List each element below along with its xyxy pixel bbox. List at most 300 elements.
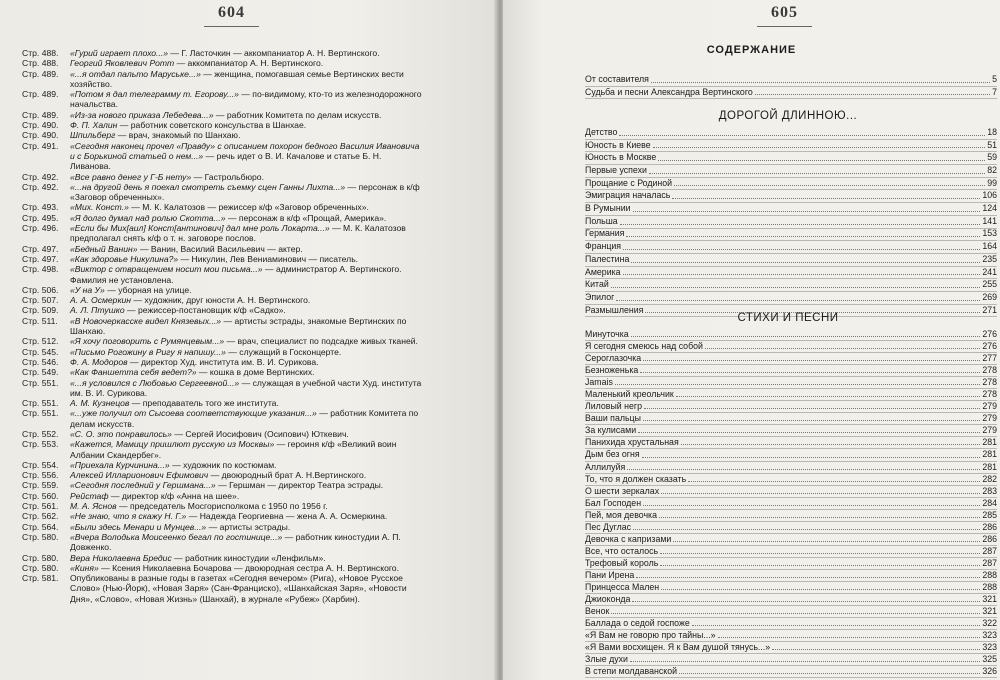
- contents-entry: [585, 279, 997, 292]
- contents-entry-title: Юность в Киеве: [585, 139, 651, 150]
- note-text: [70, 553, 422, 563]
- note-item: [22, 120, 422, 130]
- dot-leader: [638, 432, 980, 433]
- dot-leader: [660, 553, 980, 554]
- contents-entry-title: «Я Вами восхищен. Я к Вам душой тянусь...»: [585, 642, 771, 653]
- note-ref: Стр. 489.: [22, 109, 59, 120]
- contents-entry-title: Трефовый король: [585, 557, 659, 568]
- dot-leader: [633, 211, 981, 212]
- note-quote: «Сегодня последний у Гершмана...»: [70, 480, 216, 491]
- note-ref: Стр. 497.: [22, 253, 59, 264]
- contents-entry: [585, 140, 997, 153]
- note-ref: Стр. 506.: [22, 284, 59, 295]
- note-quote: «Потом я дал телеграмму т. Егорову...»: [70, 89, 239, 100]
- note-item: [22, 336, 422, 346]
- note-item: [22, 367, 422, 377]
- contents-entry-page: 281: [982, 461, 997, 472]
- dot-leader: [674, 185, 985, 186]
- contents-entry-title: Бал Господен: [585, 497, 642, 508]
- contents-entry-title: Эпилог: [585, 291, 615, 302]
- note-ref: Стр. 580.: [22, 552, 59, 563]
- contents-entry-title: Минуточка: [585, 329, 629, 339]
- dot-leader: [631, 262, 980, 263]
- contents-intro-list: [585, 74, 997, 99]
- note-quote: Георгий Яковлевич Ротт: [70, 58, 175, 69]
- note-ref: Стр. 490.: [22, 120, 59, 131]
- note-comment: — М. К. Калатозов — режиссер к/ф «Заговор обреченных».: [128, 202, 369, 213]
- dot-leader: [681, 444, 981, 445]
- note-comment: — двоюродный брат А. Н.Вертинского.: [208, 470, 367, 481]
- note-comment: — служащая в учебной части Худ. института им. В. И. Сурикова.: [70, 377, 422, 398]
- contents-entry-title: Девочка с капризами: [585, 533, 672, 544]
- note-comment: — по-видимому, кто-то из железнодорожного начальства.: [70, 89, 422, 110]
- contents-entry-title: Китай: [585, 279, 609, 290]
- contents-entry-title: Панихида хрустальная: [585, 437, 679, 448]
- note-text: [70, 336, 422, 346]
- note-comment: — художник по костюмам.: [169, 459, 277, 470]
- contents-entry: [585, 254, 997, 267]
- note-ref: Стр. 580.: [22, 562, 59, 573]
- note-ref: Стр. 488.: [22, 48, 59, 58]
- contents-entry-title: Венок: [585, 606, 610, 617]
- dot-leader: [705, 348, 980, 349]
- contents-entry: [585, 642, 997, 654]
- dot-leader: [692, 625, 981, 626]
- contents-entry: [585, 377, 997, 389]
- note-comment: — режиссер-постановщик к/ф «Садко».: [124, 305, 286, 316]
- contents-entry-page: 325: [982, 654, 997, 665]
- note-quote: «...я условился с Любовью Сергеевной...»: [70, 377, 240, 388]
- note-item: [22, 110, 422, 120]
- note-text: [70, 89, 422, 110]
- note-ref: Стр. 511.: [22, 315, 58, 326]
- note-comment: — работник советского консульства в Шанхае.: [117, 120, 307, 131]
- contents-entry-page: 278: [982, 365, 997, 376]
- note-ref: Стр. 556.: [22, 470, 59, 481]
- note-comment: — администратор А. Вертинского. Фамилия не установлена.: [70, 264, 402, 285]
- note-text: [70, 491, 422, 501]
- left-page: [0, 0, 497, 680]
- note-comment: — врач, знакомый по Шанхаю.: [115, 130, 241, 141]
- note-comment: — персонаж в к/ф «Заговор обреченных».: [70, 181, 420, 203]
- note-quote: «Вчера Володька Моисеенко бегал по гостинице...»: [70, 531, 283, 542]
- note-comment: — Надежда Георгиевна — жена А. А. Осмеркина.: [186, 511, 388, 522]
- note-quote: «Не знаю, что я скажу Н. Г.»: [70, 511, 187, 522]
- note-quote: «Приехала Курчинина...»: [70, 459, 170, 470]
- contents-entry-page: 326: [982, 666, 997, 677]
- contents-entry-page: 321: [982, 606, 997, 617]
- right-page: [503, 0, 1000, 680]
- contents-entry-page: 51: [987, 139, 997, 150]
- contents-entry-page: 288: [982, 581, 997, 592]
- contents-entry-title: Маленький креольчик: [585, 389, 674, 400]
- contents-entry-page: 255: [982, 279, 997, 290]
- contents-entry: [585, 510, 997, 522]
- note-comment: — Г. Ласточкин — аккомпаниатор А. Н. Вертинского.: [168, 48, 380, 58]
- note-ref: Стр. 545.: [22, 346, 59, 357]
- note-comment: — председатель Мосгорисполкома с 1950 по 1956 г.: [116, 501, 328, 512]
- note-item: [22, 305, 422, 315]
- note-text: [70, 295, 422, 305]
- note-comment: — М. К. Калатозов предполагал снять к/ф о т. н. заговоре послов.: [70, 223, 406, 244]
- note-item: [22, 48, 422, 58]
- note-comment: — Ванин, Василий Васильевич — актер.: [137, 243, 303, 254]
- note-text: [70, 141, 422, 172]
- contents-entry-page: 82: [987, 165, 997, 176]
- note-quote: М. А. Яснов: [70, 501, 117, 512]
- dot-leader: [651, 82, 990, 83]
- contents-entry-title: В степи молдаванской: [585, 666, 678, 677]
- contents-entry-page: 279: [982, 425, 997, 436]
- note-ref: Стр. 554.: [22, 459, 59, 470]
- notes-list: [22, 48, 422, 604]
- contents-entry: [585, 341, 997, 353]
- dot-leader: [643, 360, 980, 361]
- contents-entry-title: О шести зеркалах: [585, 485, 660, 496]
- contents-entry-page: 279: [982, 401, 997, 412]
- note-text: [70, 367, 422, 377]
- note-ref: Стр. 495.: [22, 212, 59, 223]
- dot-leader: [631, 336, 981, 337]
- dot-leader: [672, 198, 980, 199]
- contents-entry: [585, 570, 997, 582]
- dot-leader: [661, 589, 980, 590]
- note-quote: «В Новочеркасске видел Князевых...»: [70, 315, 222, 326]
- note-quote: «Я хочу поговорить с Румянцевым...»: [70, 336, 225, 347]
- dot-leader: [630, 661, 980, 662]
- contents-entry-title: Пани Ирена: [585, 569, 635, 580]
- note-quote: «Письмо Рогожину в Ригу я напишу...»: [70, 346, 226, 357]
- contents-entry-title: Все, что осталось: [585, 545, 659, 556]
- note-item: [22, 69, 422, 90]
- note-comment: — врач, специалист по подсадке живых тканей.: [224, 336, 418, 347]
- note-quote: «Я долго думал над ролью Скотта...»: [70, 212, 226, 223]
- contents-entry: [585, 606, 997, 618]
- contents-title: СОДЕРЖАНИЕ: [706, 44, 797, 56]
- note-text: [70, 470, 422, 480]
- note-ref: Стр. 492.: [22, 181, 59, 192]
- note-item: [22, 480, 422, 490]
- contents-entry: [585, 618, 997, 630]
- note-item: [22, 213, 422, 223]
- contents-entry-title: Злые духи: [585, 654, 628, 665]
- contents-entry: [585, 594, 997, 606]
- dot-leader: [632, 601, 980, 602]
- note-quote: Ф. П. Халин: [70, 120, 118, 131]
- note-comment: — преподаватель того же института.: [129, 398, 279, 409]
- contents-entry-page: 124: [982, 203, 997, 214]
- note-item: [22, 285, 422, 295]
- contents-entry-title: Баллада о седой госпоже: [585, 618, 690, 629]
- contents-entry: [585, 462, 997, 474]
- note-quote: «Если бы Мих[аил] Конст[антинович] дал мне роль Локарта...»: [70, 223, 330, 234]
- contents-entry-title: Судьба и песни Александра Вертинского: [585, 86, 753, 97]
- note-quote: «...уже получил от Сысоева соответствующие указания...»: [70, 408, 317, 419]
- contents-entry-title: Прощание с Родиной: [585, 177, 673, 188]
- note-item: [22, 357, 422, 367]
- dot-leader: [676, 396, 981, 397]
- note-item: [22, 244, 422, 254]
- contents-entry-title: Дым без огня: [585, 449, 640, 460]
- contents-entry: [585, 190, 997, 203]
- note-item: [22, 429, 422, 439]
- note-quote: «Бедный Ванин»: [70, 243, 138, 254]
- note-item: [22, 316, 422, 337]
- note-text: [70, 48, 422, 58]
- dot-leader: [615, 384, 980, 385]
- note-ref: Стр. 488.: [22, 58, 59, 69]
- note-ref: Стр. 507.: [22, 295, 59, 306]
- contents-entry-title: Лиловый негр: [585, 401, 643, 412]
- note-text: [70, 130, 422, 140]
- contents-entry-page: 7: [992, 86, 997, 97]
- note-text: [70, 522, 422, 532]
- dot-leader: [620, 224, 981, 225]
- dot-leader: [636, 577, 980, 578]
- dot-leader: [642, 457, 981, 458]
- contents-entry-page: 18: [987, 126, 997, 137]
- note-text: [70, 378, 422, 399]
- note-comment: — художник, друг юности А. Н. Вертинского.: [131, 295, 311, 306]
- contents-entry: [585, 178, 997, 191]
- note-text: [70, 58, 422, 68]
- contents-entry: [585, 241, 997, 254]
- note-quote: «Мих. Конст.»: [70, 202, 129, 213]
- contents-entry-page: 99: [987, 177, 997, 188]
- contents-entry: [585, 425, 997, 437]
- note-ref: Стр. 553.: [22, 439, 59, 450]
- note-text: [70, 244, 422, 254]
- contents-entry: [585, 449, 997, 461]
- contents-entry-title: Я сегодня смеюсь над собой: [585, 341, 703, 352]
- contents-entry-title: Германия: [585, 228, 625, 239]
- note-text: [70, 532, 422, 553]
- contents-entry-page: 153: [982, 228, 997, 239]
- contents-entry: [585, 630, 997, 642]
- contents-entry: [585, 401, 997, 413]
- contents-entry-title: Безноженька: [585, 365, 639, 376]
- note-quote: Вера Николаевна Бредис: [70, 552, 172, 563]
- contents-entry-page: 282: [982, 473, 997, 484]
- note-quote: «Из-за нового приказа Лебедева...»: [70, 109, 214, 120]
- note-quote: Ф. А. Модоров: [70, 356, 128, 367]
- note-quote: «Как здоровье Никулина?»: [70, 253, 179, 264]
- note-ref: Стр. 490.: [22, 130, 59, 141]
- contents-entry-page: 278: [982, 377, 997, 388]
- contents-entry: [585, 203, 997, 216]
- dot-leader: [660, 565, 980, 566]
- note-ref: Стр. 489.: [22, 89, 59, 100]
- note-item: [22, 254, 422, 264]
- contents-entry-title: Аллилуйя: [585, 461, 626, 472]
- note-comment: — Никулин, Лев Вениаминович — писатель.: [178, 253, 359, 264]
- contents-entry: [585, 365, 997, 377]
- note-item: [22, 573, 422, 604]
- dot-leader: [616, 300, 980, 301]
- note-ref: Стр. 489.: [22, 68, 59, 79]
- contents-entry-title: В Румынии: [585, 203, 631, 214]
- note-ref: Стр. 512.: [22, 336, 59, 347]
- contents-entry-title: Пей, моя девочка: [585, 509, 657, 520]
- note-comment: — аккомпаниатор А. Н. Вертинского.: [174, 58, 324, 69]
- contents-entry-page: 284: [982, 497, 997, 508]
- dot-leader: [688, 481, 980, 482]
- note-item: [22, 378, 422, 399]
- note-item: [22, 141, 422, 172]
- contents-entry: [585, 486, 997, 498]
- contents-entry: [585, 127, 997, 140]
- note-ref: Стр. 496.: [22, 223, 59, 234]
- note-ref: Стр. 564.: [22, 521, 59, 532]
- note-quote: «Как Фаншетта себя ведет?»: [70, 367, 197, 378]
- contents-entry-page: 323: [982, 642, 997, 653]
- contents-entry-page: 288: [982, 569, 997, 580]
- contents-entry: [585, 229, 997, 242]
- note-quote: Алексей Илларионович Ефимович: [70, 470, 209, 481]
- contents-section2-list: [585, 329, 997, 678]
- contents-entry: [585, 74, 997, 87]
- note-comment: — уборная на улице.: [104, 284, 192, 295]
- note-text: [70, 120, 422, 130]
- contents-entry: [585, 165, 997, 178]
- note-comment: — артисты эстрады.: [206, 521, 291, 532]
- note-comment: Опубликованы в разные годы в газетах «Сегодня вечером» (Рига), «Новое Русское Слово» (Нью-Йорк), «Новая Заря» (Сан-Франциско), «Шанхайская Заря», «Новости Дня», «Слово», «Новая Жизнь» (Шанхай), в журнале «Рубеж» (Харбин).: [70, 573, 407, 604]
- note-quote: А. Л. Птушко: [70, 305, 125, 316]
- contents-entry-title: Ваши пальцы: [585, 413, 641, 424]
- contents-entry-page: 5: [992, 73, 997, 84]
- contents-entry-page: 141: [982, 215, 997, 226]
- note-item: [22, 295, 422, 305]
- note-comment: — речь идет о В. И. Качалове и статье Б. Н. Ливанова.: [70, 150, 382, 172]
- contents-entry: [585, 389, 997, 401]
- dot-leader: [623, 274, 981, 275]
- note-quote: А. М. Кузнецов: [70, 398, 130, 409]
- note-quote: «Киня»: [70, 562, 99, 573]
- note-item: [22, 522, 422, 532]
- contents-entry-page: 271: [982, 304, 997, 315]
- contents-entry-page: 283: [982, 485, 997, 496]
- contents-entry-title: «Я Вам не говорю про тайны...»: [585, 630, 716, 641]
- note-item: [22, 130, 422, 140]
- note-quote: А. А. Осмеркин: [70, 295, 132, 306]
- dot-leader: [626, 236, 980, 237]
- note-item: [22, 347, 422, 357]
- note-comment: — Ксения Николаевна Бочарова — двоюродная сестра А. Н. Вертинского.: [98, 562, 399, 573]
- note-text: [70, 460, 422, 470]
- contents-section1-list: [585, 127, 997, 317]
- note-item: [22, 501, 422, 511]
- contents-entry-page: 323: [982, 630, 997, 641]
- contents-entry: [585, 292, 997, 305]
- contents-entry: [585, 353, 997, 365]
- note-ref: Стр. 551.: [22, 408, 59, 419]
- contents-entry: [585, 522, 997, 534]
- contents-entry-title: Эмиграция началась: [585, 190, 671, 201]
- contents-entry-title: Палестина: [585, 253, 630, 264]
- dot-leader: [643, 505, 980, 506]
- contents-entry-title: То, что я должен сказать: [585, 473, 687, 484]
- dot-leader: [718, 637, 981, 638]
- contents-entry-page: 287: [982, 557, 997, 568]
- note-quote: «Виктор с отвращением носит мои письма...»: [70, 264, 263, 275]
- note-ref: Стр. 549.: [22, 367, 59, 378]
- contents-entry-title: Франция: [585, 241, 622, 252]
- note-ref: Стр. 491.: [22, 140, 59, 151]
- note-ref: Стр. 560.: [22, 490, 59, 501]
- contents-entry-page: 279: [982, 413, 997, 424]
- note-text: [70, 254, 422, 264]
- note-quote: «Сегодня наконец прочел «Правду» с описанием похорон бедного Василия Ивановича и с Борькиной статьей о нем...»: [70, 140, 420, 161]
- note-ref: Стр. 493.: [22, 202, 59, 213]
- note-ref: Стр. 551.: [22, 377, 59, 388]
- note-text: [70, 357, 422, 367]
- contents-entry: [585, 546, 997, 558]
- note-text: [70, 69, 422, 90]
- dot-leader: [649, 173, 985, 174]
- contents-entry: [585, 437, 997, 449]
- note-text: [70, 398, 422, 408]
- note-item: [22, 491, 422, 501]
- contents-entry: [585, 498, 997, 510]
- note-ref: Стр. 498.: [22, 264, 59, 275]
- note-quote: «Гурий играет плохо...»: [70, 48, 168, 58]
- contents-entry: [585, 216, 997, 229]
- contents-entry: [585, 329, 997, 341]
- dot-leader: [627, 469, 980, 470]
- dot-leader: [623, 249, 980, 250]
- note-item: [22, 553, 422, 563]
- contents-entry-page: 281: [982, 449, 997, 460]
- contents-entry-title: Польша: [585, 215, 618, 226]
- note-comment: — работник киностудии «Ленфильм».: [171, 552, 326, 563]
- note-comment: — женщина, помогавшая семье Вертинских вести хозяйство.: [70, 68, 404, 89]
- note-ref: Стр. 552.: [22, 428, 59, 439]
- dot-leader: [658, 160, 985, 161]
- note-comment: — артисты эстрады, знакомые Вертинских по Шанхаю.: [70, 315, 407, 337]
- contents-entry: [585, 654, 997, 666]
- note-text: [70, 110, 422, 120]
- contents-entry-page: 286: [982, 521, 997, 532]
- note-item: [22, 89, 422, 110]
- note-item: [22, 182, 422, 203]
- dot-leader: [611, 287, 981, 288]
- contents-entry-page: 276: [982, 329, 997, 339]
- contents-entry: [585, 152, 997, 165]
- note-text: [70, 408, 422, 429]
- note-ref: Стр. 546.: [22, 356, 59, 367]
- dot-leader: [679, 673, 980, 674]
- note-quote: Шпильберг: [70, 130, 116, 141]
- note-ref: Стр. 559.: [22, 480, 59, 491]
- note-item: [22, 172, 422, 182]
- contents-entry-page: 276: [982, 341, 997, 352]
- contents-entry: [585, 413, 997, 425]
- note-text: [70, 563, 422, 573]
- contents-entry-page: 287: [982, 545, 997, 556]
- note-quote: «С. О. это понравилось»: [70, 428, 172, 439]
- note-text: [70, 316, 422, 337]
- contents-entry-page: 59: [987, 152, 997, 163]
- note-ref: Стр. 551.: [22, 398, 59, 409]
- note-item: [22, 58, 422, 68]
- note-text: [70, 264, 422, 285]
- note-item: [22, 470, 422, 480]
- contents-entry-page: 235: [982, 253, 997, 264]
- note-text: [70, 439, 422, 460]
- note-ref: Стр. 562.: [22, 511, 59, 522]
- dot-leader: [653, 147, 986, 148]
- section-title-stikhi: СТИХИ И ПЕСНИ: [737, 312, 839, 324]
